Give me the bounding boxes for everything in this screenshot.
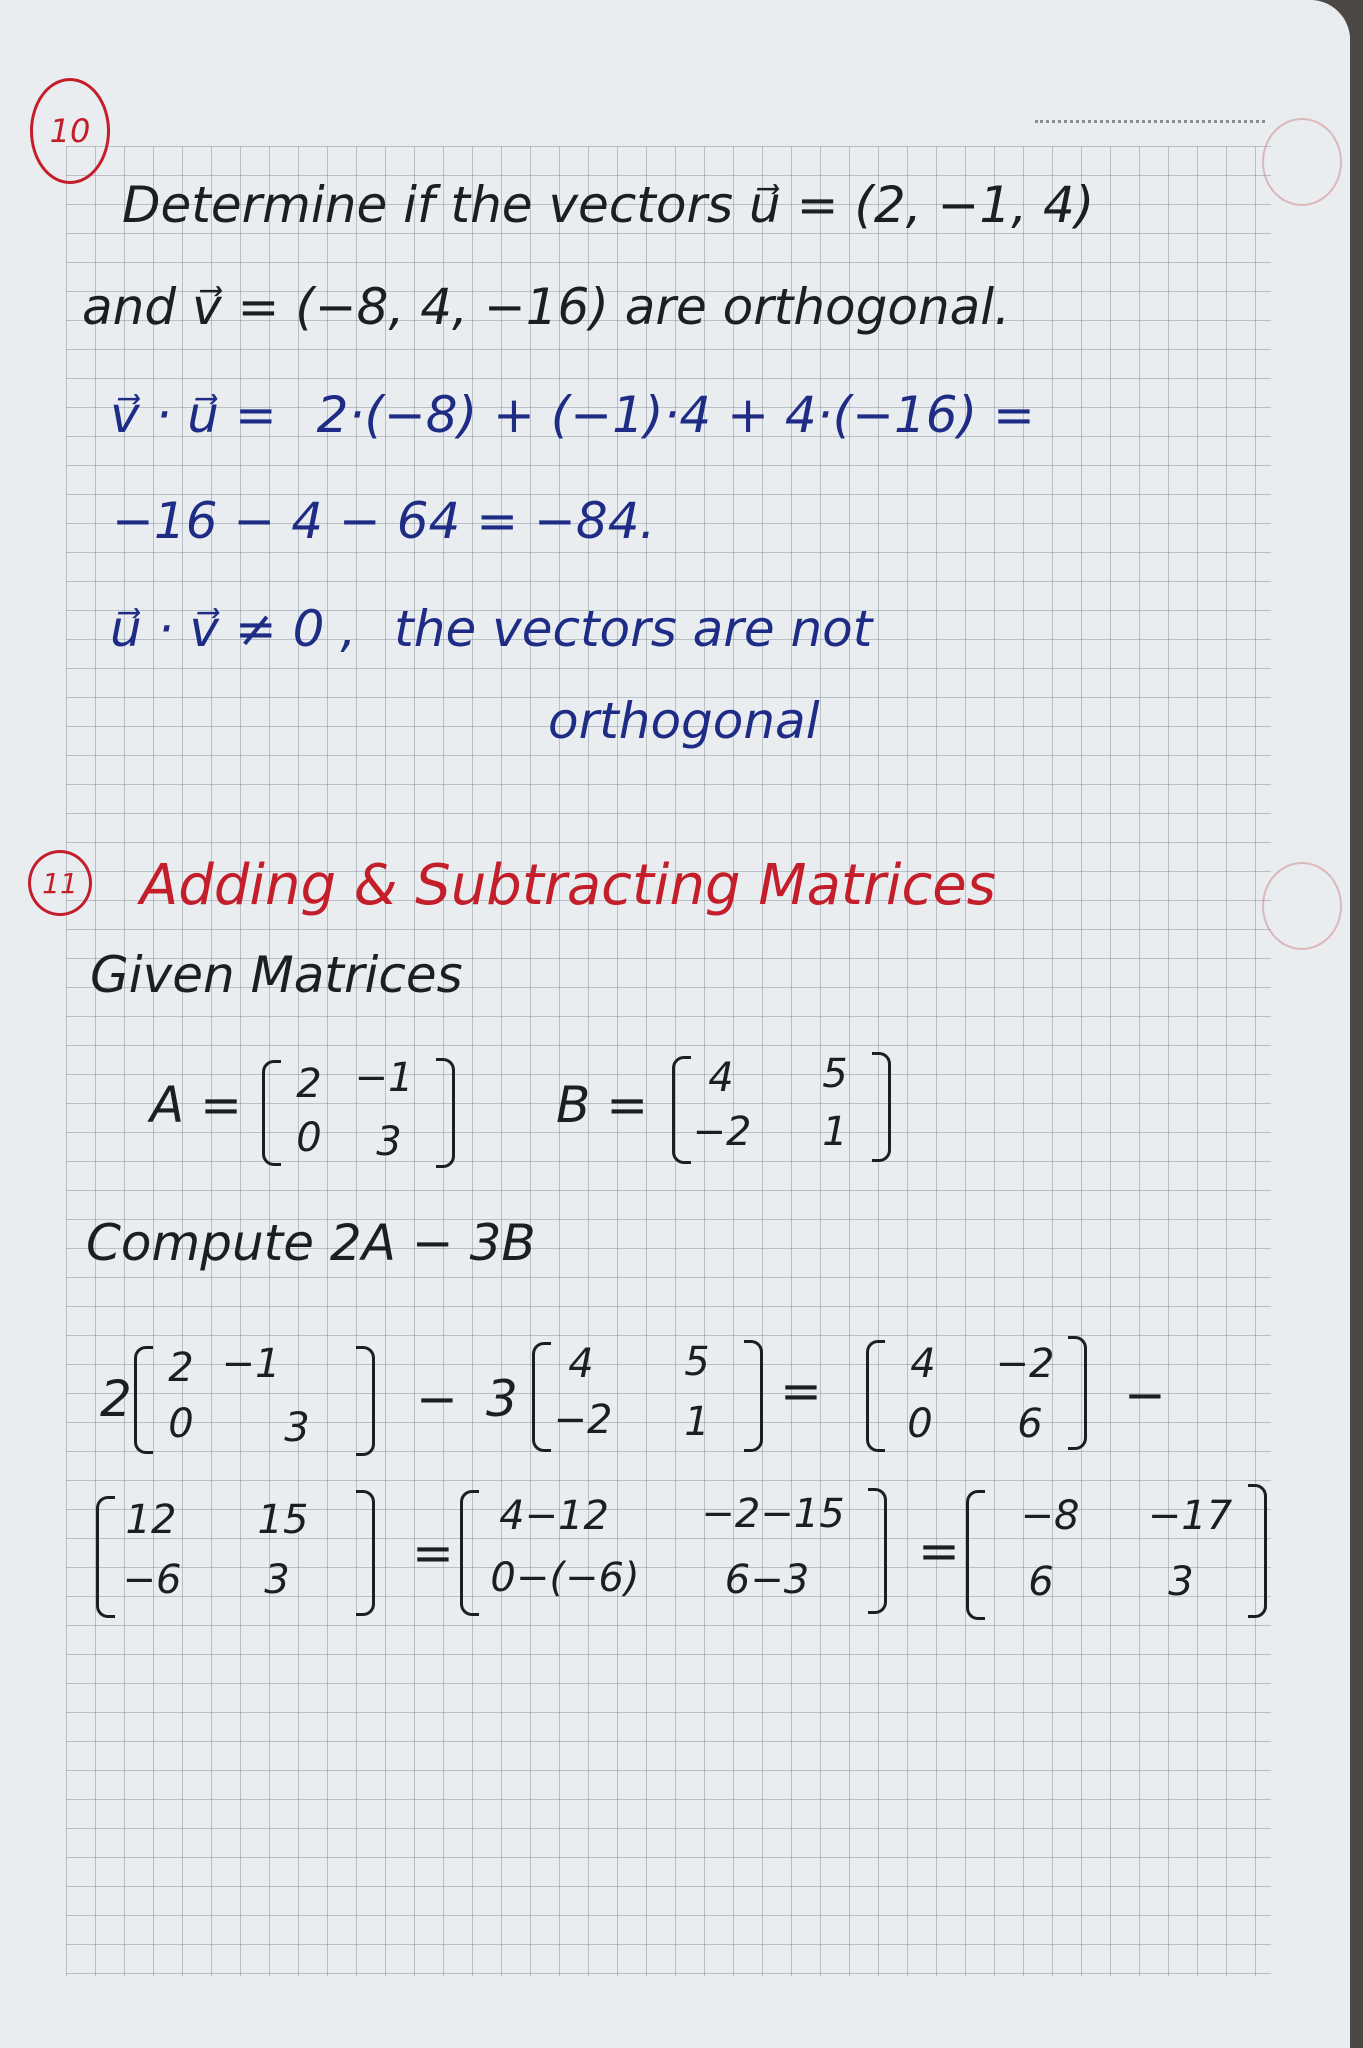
page-left-margin xyxy=(0,0,66,2048)
step1-result-cell: 6 xyxy=(1017,1401,1043,1447)
final-cell: 6 xyxy=(1028,1559,1054,1605)
given-matrices-label: Given Matrices xyxy=(90,946,463,1004)
step1-matrix-b-cell: 5 xyxy=(684,1339,710,1385)
step1-matrix-b-right-bracket xyxy=(744,1340,763,1452)
matrix-b-cell: 4 xyxy=(708,1055,734,1101)
step1-matrix-a-cell: 0 xyxy=(168,1401,194,1447)
step2-matrix-cell: 3 xyxy=(264,1557,290,1603)
step1-matrix-a-right-bracket xyxy=(356,1346,375,1456)
step1-matrix-b-cell: 1 xyxy=(684,1399,710,1445)
matrix-a-cell: 3 xyxy=(376,1119,402,1165)
page-top-margin xyxy=(0,0,1350,146)
final-right-bracket xyxy=(1248,1484,1267,1618)
step1-matrix-a-cell: 2 xyxy=(168,1345,194,1391)
problem-10-line-1 xyxy=(122,176,1095,234)
vector-u-definition: u⃗ = (2, −1, 4) xyxy=(749,176,1095,234)
matrix-a-cell: 0 xyxy=(296,1115,322,1161)
conclusion-text: the vectors are not xyxy=(394,600,873,658)
matrix-b-cell: −2 xyxy=(692,1109,752,1155)
step2-diff-left-bracket xyxy=(460,1490,479,1616)
step1-matrix-a-cell: −1 xyxy=(221,1341,281,1387)
step1-matrix-b-cell: −2 xyxy=(553,1397,613,1443)
final-cell: −17 xyxy=(1147,1493,1233,1539)
step2-diff-cell: −2−15 xyxy=(701,1491,845,1537)
matrix-b-left-bracket xyxy=(672,1056,691,1164)
matrix-b-right-bracket xyxy=(872,1052,891,1162)
final-cell: −8 xyxy=(1020,1493,1080,1539)
step2-equals: = xyxy=(412,1524,454,1582)
faint-margin-circle-top xyxy=(1262,118,1342,206)
header-dotted-line xyxy=(1035,120,1265,123)
step1-result-cell: 4 xyxy=(910,1341,936,1387)
step1-matrix-a-cell: 3 xyxy=(284,1405,310,1451)
step2-matrix-cell: 12 xyxy=(125,1497,177,1543)
step2-matrix-right-bracket xyxy=(356,1490,375,1616)
problem-10-line-2 xyxy=(82,278,1011,336)
final-left-bracket xyxy=(966,1490,985,1620)
compute-instruction: Compute 2A − 3B xyxy=(86,1214,536,1272)
step2-diff-right-bracket xyxy=(868,1488,887,1614)
matrix-b-cell: 1 xyxy=(822,1109,848,1155)
step1-matrix-a-left-bracket xyxy=(134,1346,153,1454)
step1-coefficient-b: 3 xyxy=(486,1370,518,1428)
step2-matrix-left-bracket xyxy=(96,1496,115,1618)
dot-product-lhs: v⃗ · u⃗ = xyxy=(110,386,277,444)
matrix-b-cell: 5 xyxy=(822,1051,848,1097)
page-bottom-margin xyxy=(0,1976,1350,2048)
matrix-a-left-bracket xyxy=(262,1060,281,1166)
step2-diff-cell: 0−(−6) xyxy=(490,1555,640,1601)
matrix-b-label: B = xyxy=(556,1076,649,1134)
step2-matrix-cell: 15 xyxy=(257,1497,309,1543)
step1-result-cell: −2 xyxy=(995,1341,1055,1387)
problem-11-title: Adding & Subtracting Matrices xyxy=(140,853,996,918)
step1-result-left-bracket xyxy=(866,1340,885,1452)
step2-matrix-cell: −6 xyxy=(122,1557,182,1603)
conclusion-lhs: u⃗ · v⃗ ≠ 0 , xyxy=(110,600,357,658)
step1-equals: = xyxy=(780,1362,822,1420)
problem-10-number: 10 xyxy=(30,78,110,184)
matrix-a-label: A = xyxy=(150,1076,242,1134)
problem-10-text-1: Determine if the vectors xyxy=(122,176,750,234)
dot-product-expansion: 2·(−8) + (−1)·4 + 4·(−16) = xyxy=(316,386,1035,444)
final-cell: 3 xyxy=(1168,1559,1194,1605)
dot-product-line xyxy=(110,386,1035,444)
problem-11-number: 11 xyxy=(28,850,92,916)
step2-equals-2: = xyxy=(918,1522,960,1580)
step1-coefficient-a: 2 xyxy=(100,1370,132,1428)
dot-product-result: −16 − 4 − 64 = −84. xyxy=(112,492,656,550)
matrix-a-right-bracket xyxy=(436,1058,455,1168)
vector-v-definition: v⃗ = (−8, 4, −16) xyxy=(191,278,609,336)
page-right-margin xyxy=(1271,0,1350,2048)
step2-diff-cell: 4−12 xyxy=(499,1493,609,1539)
step1-trailing-minus: − xyxy=(1124,1366,1166,1424)
step1-matrix-b-cell: 4 xyxy=(568,1341,594,1387)
step1-minus: − xyxy=(416,1370,458,1428)
matrix-a-cell: 2 xyxy=(296,1061,322,1107)
problem-10-text-3: are orthogonal. xyxy=(608,278,1011,336)
problem-10-text-2: and xyxy=(82,278,192,336)
step2-diff-cell: 6−3 xyxy=(724,1557,810,1603)
step1-result-cell: 0 xyxy=(907,1401,933,1447)
step1-result-right-bracket xyxy=(1068,1336,1087,1450)
matrix-a-cell: −1 xyxy=(354,1055,414,1101)
faint-margin-circle-mid xyxy=(1262,862,1342,950)
conclusion-text-2: orthogonal xyxy=(548,692,820,750)
conclusion-line xyxy=(110,600,873,658)
